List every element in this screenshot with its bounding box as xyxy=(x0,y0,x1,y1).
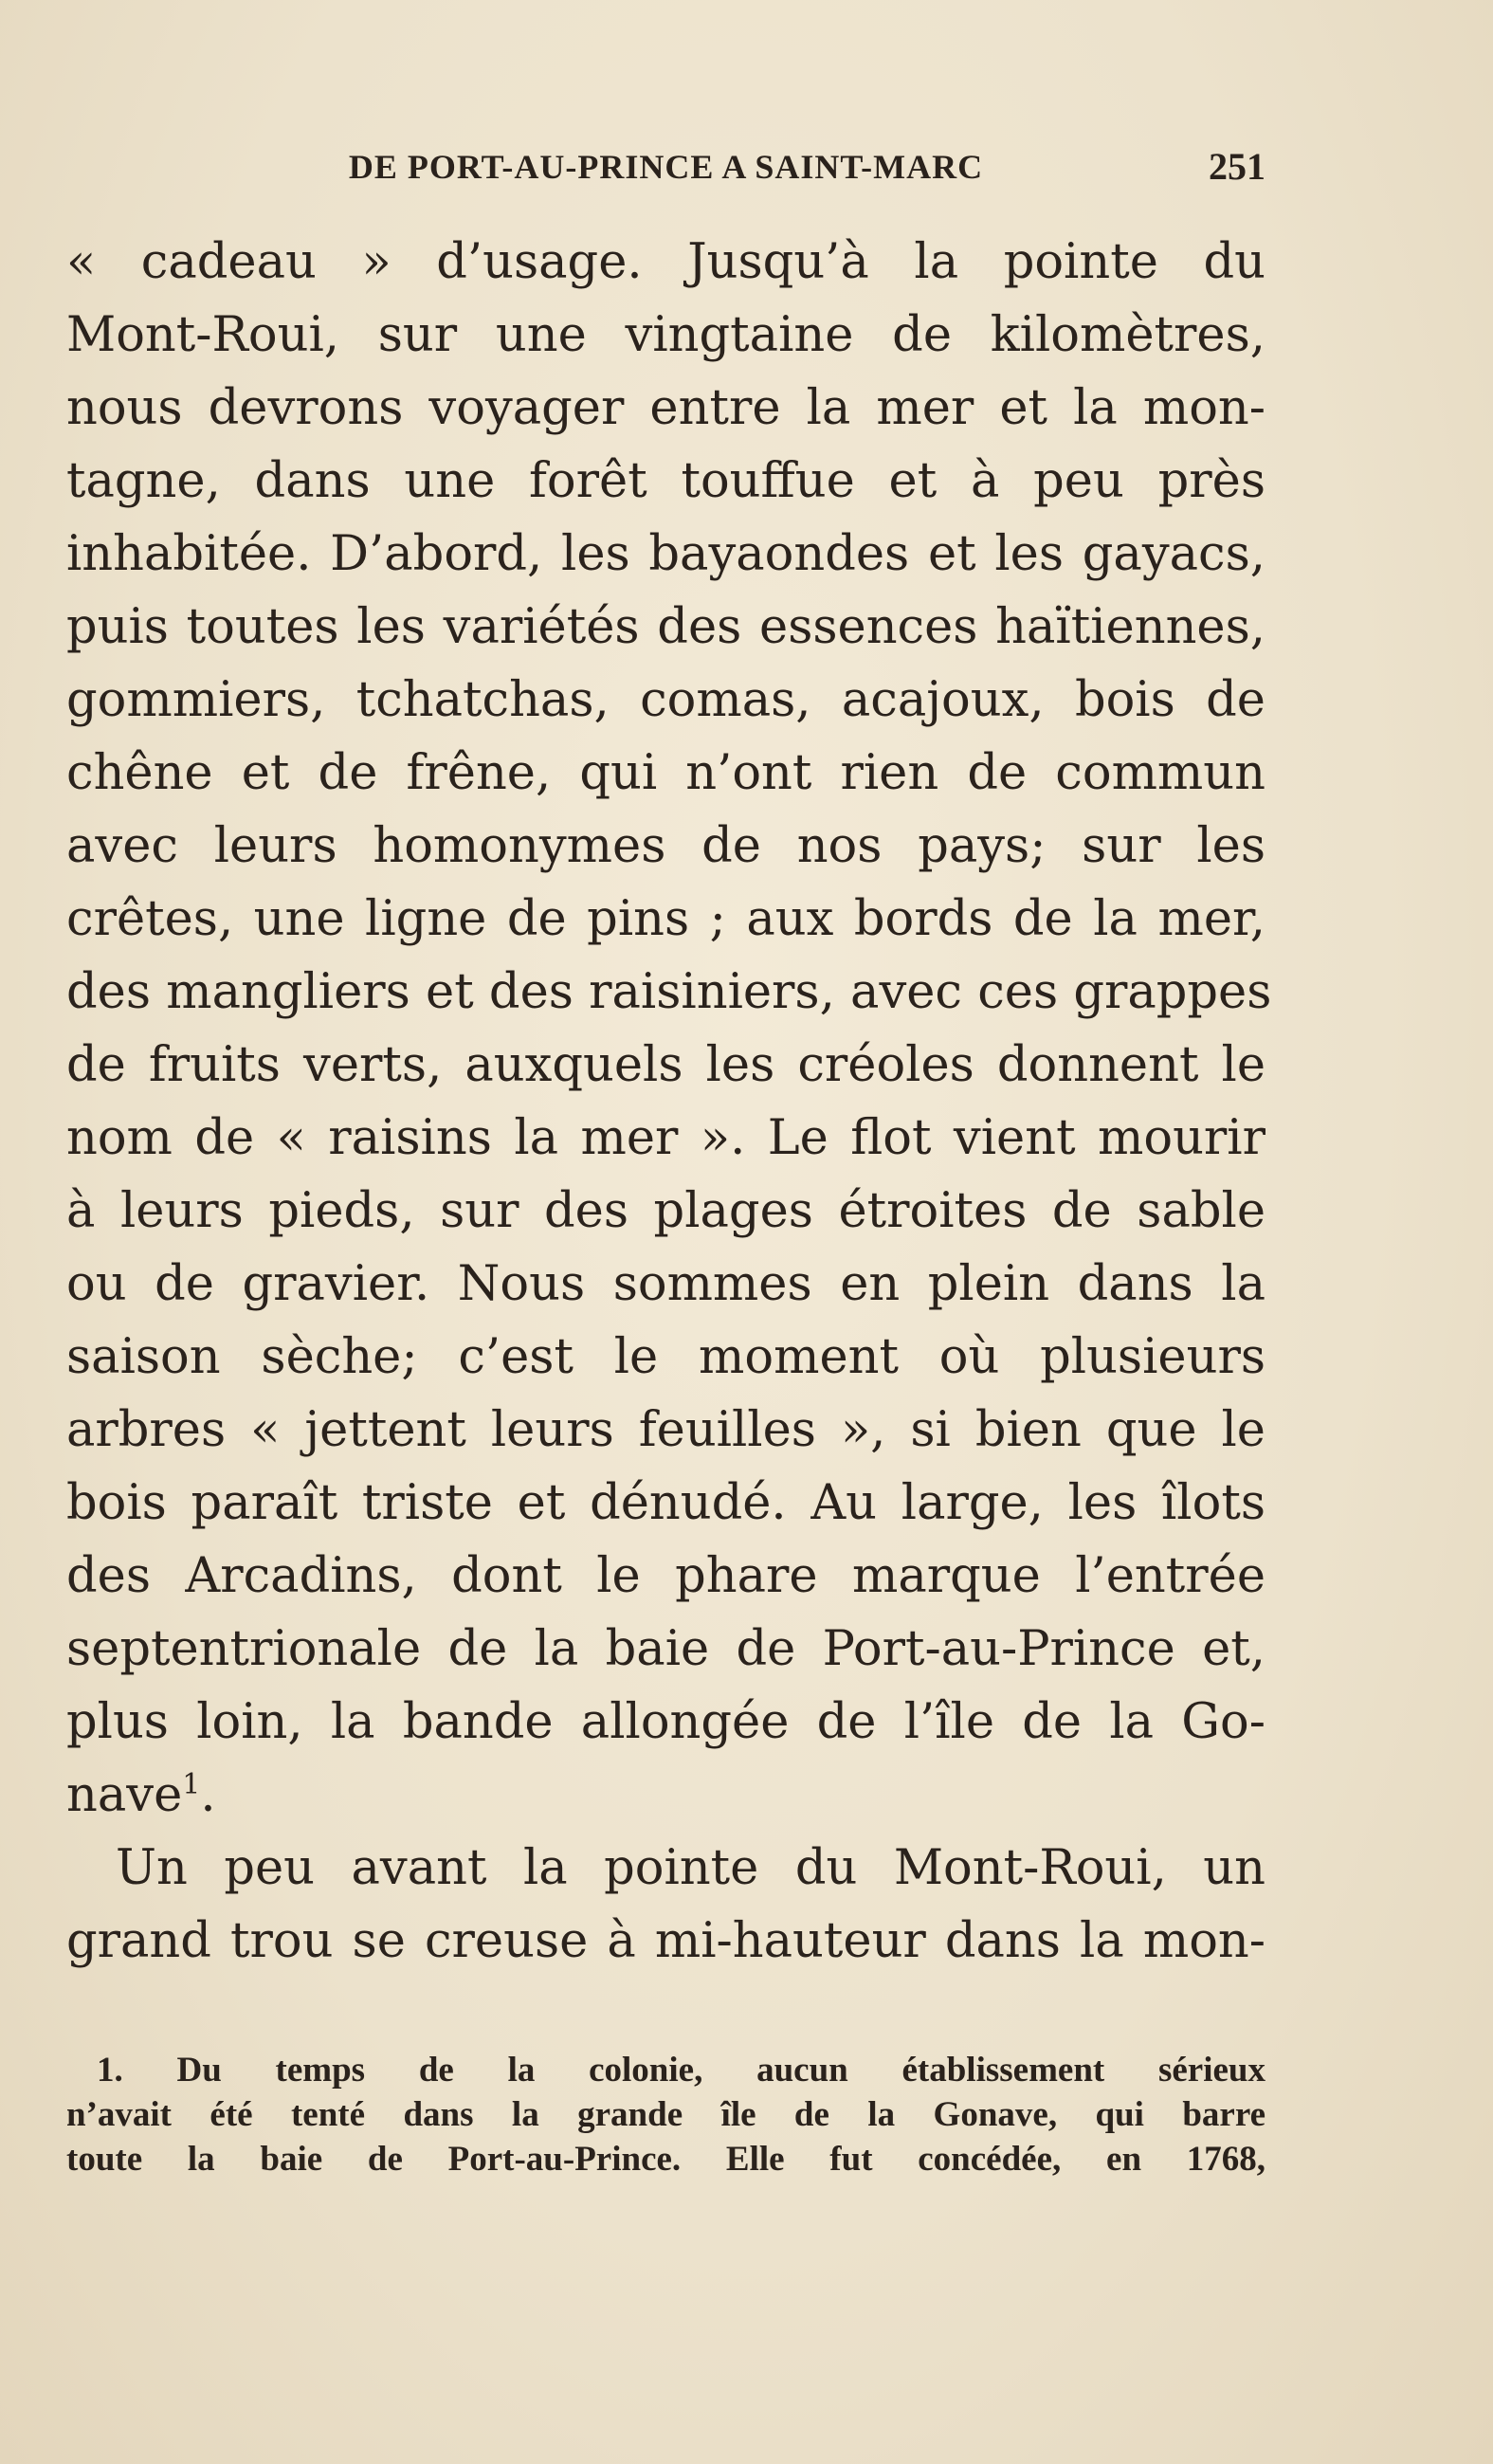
text-line: nom de « raisins la mer ». Le flot vient mourir xyxy=(66,1110,1265,1166)
running-head xyxy=(66,140,1265,193)
paragraph-end-line xyxy=(66,1759,1265,1832)
text-line: crêtes, une ligne de pins ; aux bords de la mer, xyxy=(66,891,1265,947)
text-line: Un peu avant la pointe du Mont-Roui, un xyxy=(116,1840,1265,1896)
text-line: grand trou se creuse à mi-hauteur dans la mon- xyxy=(66,1913,1265,1969)
text-line: chêne et de frêne, qui n’ont rien de commun xyxy=(66,745,1265,801)
text-line: tagne, dans une forêt touffue et à peu près xyxy=(66,453,1265,509)
page-number: 251 xyxy=(1209,145,1265,188)
footnote-line: toute la baie de Port-au-Prince. Elle fut concédée, en 1768, xyxy=(66,2140,1265,2179)
text-line: ou de gravier. Nous sommes en plein dans la xyxy=(66,1256,1265,1312)
text-line: plus loin, la bande allongée de l’île de la Go- xyxy=(66,1694,1265,1750)
text-line: des Arcadins, dont le phare marque l’entrée xyxy=(66,1548,1265,1604)
text-fragment: nave xyxy=(66,1767,183,1823)
text-line: avec leurs homonymes de nos pays; sur les xyxy=(66,818,1265,874)
text-line: à leurs pieds, sur des plages étroites de sable xyxy=(66,1183,1265,1239)
text-line: des mangliers et des raisiniers, avec ces grappes xyxy=(66,964,1272,1020)
running-title: DE PORT-AU-PRINCE A SAINT-MARC xyxy=(348,148,984,186)
text-fragment: . xyxy=(200,1767,216,1823)
footnote-line: 1. Du temps de la colonie, aucun établissement sérieux xyxy=(97,2051,1265,2090)
text-line: gommiers, tchatchas, comas, acajoux, bois de xyxy=(66,672,1265,728)
footnote-reference[interactable]: 1 xyxy=(182,1768,201,1801)
text-line: septentrionale de la baie de Port-au-Prince et, xyxy=(66,1621,1265,1677)
text-line: inhabitée. D’abord, les bayaondes et les gayacs, xyxy=(66,526,1265,582)
main-text xyxy=(66,226,1272,1978)
text-line: nous devrons voyager entre la mer et la mon- xyxy=(66,380,1265,436)
footnotes xyxy=(66,2048,1265,2181)
text-line: arbres « jettent leurs feuilles », si bien que le xyxy=(66,1402,1265,1458)
text-line: de fruits verts, auxquels les créoles donnent le xyxy=(66,1037,1265,1093)
text-line: Mont-Roui, sur une vingtaine de kilomètres, xyxy=(66,307,1265,363)
text-line: saison sèche; c’est le moment où plusieurs xyxy=(66,1329,1265,1385)
text-line: bois paraît triste et dénudé. Au large, les îlots xyxy=(66,1475,1265,1531)
text-line: puis toutes les variétés des essences haïtiennes, xyxy=(66,599,1265,655)
text-line: « cadeau » d’usage. Jusqu’à la pointe du xyxy=(66,234,1265,290)
footnote-line: n’avait été tenté dans la grande île de la Gonave, qui barre xyxy=(66,2095,1265,2134)
